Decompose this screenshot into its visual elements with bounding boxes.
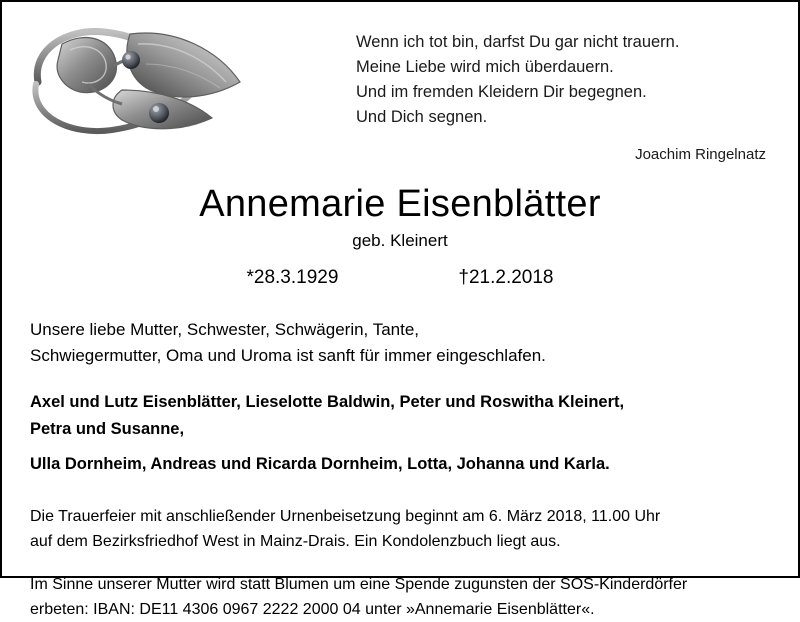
poem-line: Und Dich segnen. (356, 108, 488, 126)
service-details-block (2, 504, 798, 554)
calla-lily-brooch-image (26, 20, 256, 140)
birth-date: *28.3.1929 (246, 267, 339, 288)
poem-line: Wenn ich tot bin, darfst Du gar nicht trauern. (356, 33, 680, 51)
poem-line: Meine Liebe wird mich überdauern. (356, 58, 614, 76)
announcement-line: Unsere liebe Mutter, Schwester, Schwägerin, Tante, (30, 320, 419, 339)
family-line: Axel und Lutz Eisenblätter, Lieselotte Baldwin, Peter und Roswitha Kleinert, (30, 393, 625, 411)
donation-line: erbeten: IBAN: DE11 4306 0967 2222 2000 04 unter »Annemarie Eisenblätter«. (30, 601, 595, 618)
announcement-line: Schwiegermutter, Oma und Uroma ist sanft für immer eingeschlafen. (30, 346, 546, 365)
service-line: auf dem Bezirksfriedhof West in Mainz-Drais. Ein Kondolenzbuch liegt aus. (30, 533, 561, 550)
announcement-block (2, 317, 798, 369)
donation-request-block (2, 572, 798, 622)
poem-block (356, 16, 774, 167)
death-date: †21.2.2018 (458, 267, 554, 288)
service-line: Die Trauerfeier mit anschließender Urnenbeisetzung beginnt am 6. März 2018, 11.00 Uhr (30, 508, 661, 525)
poem-author: Joachim Ringelnatz (635, 146, 766, 163)
donation-line: Im Sinne unserer Mutter wird statt Blumen um eine Spende zugunsten der SOS-Kinderdörfer (30, 576, 688, 593)
emblem-container (26, 16, 356, 140)
maiden-name: geb. Kleinert (352, 231, 448, 250)
family-spacer (30, 443, 770, 451)
top-section (2, 2, 798, 167)
family-names-block (2, 389, 798, 478)
life-dates (2, 267, 798, 289)
name-block (2, 181, 798, 289)
deceased-name: Annemarie Eisenblätter (199, 183, 601, 225)
family-line: Petra und Susanne, (30, 420, 185, 438)
poem-line: Und im fremden Kleidern Dir begegnen. (356, 83, 647, 101)
family-line: Ulla Dornheim, Andreas und Ricarda Dornheim, Lotta, Johanna und Karla. (30, 455, 610, 473)
